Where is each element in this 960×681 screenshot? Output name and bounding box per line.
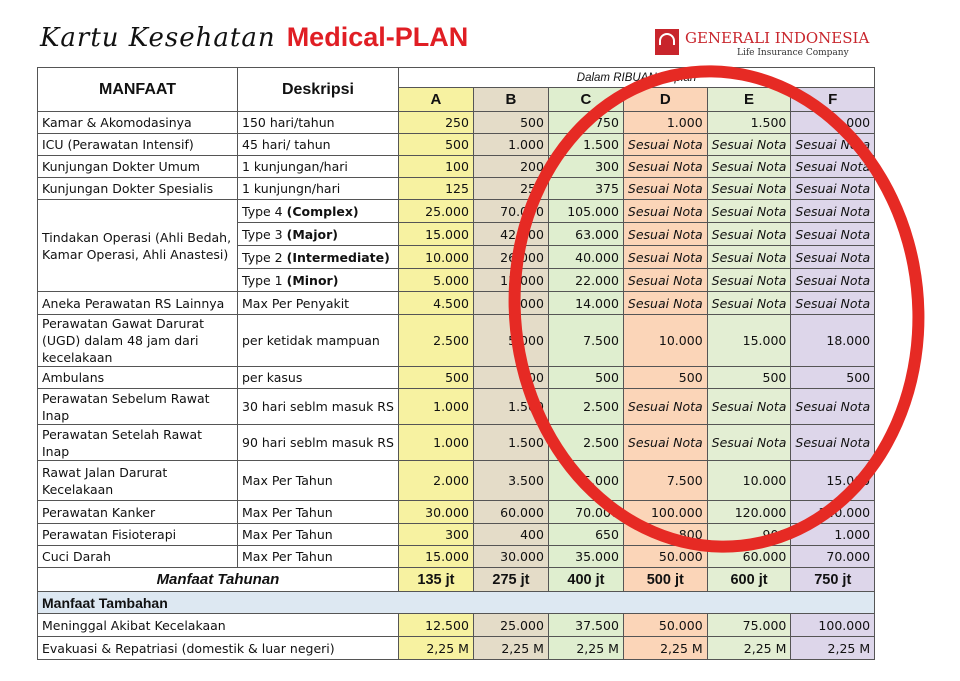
plan-value: 70.000	[548, 501, 623, 524]
plan-value: 500	[398, 367, 473, 389]
plan-value: Sesuai Nota	[623, 389, 707, 425]
plan-value: 9.000	[473, 292, 548, 315]
benefit-name: Perawatan Sebelum Rawat Inap	[38, 389, 238, 425]
plan-value: 15.000	[707, 315, 791, 367]
plan-value: 3.500	[473, 461, 548, 501]
benefit-desc: Max Per Penyakit	[238, 292, 399, 315]
plan-value: 300	[398, 524, 473, 546]
benefit-desc: 1 kunjungan/hari	[238, 156, 399, 178]
plan-value: Sesuai Nota	[791, 292, 875, 315]
surgery-type: Type 4	[242, 203, 287, 219]
table-row	[38, 461, 875, 501]
benefit-name: Cuci Darah	[38, 546, 238, 568]
benefit-name: Rawat Jalan Darurat Kecelakaan	[38, 461, 238, 501]
plan-value: Sesuai Nota	[707, 389, 791, 425]
table-row	[38, 178, 875, 200]
plan-value: 50.000	[623, 546, 707, 568]
plan-value: 1.000	[398, 389, 473, 425]
benefit-desc: 1 kunjungn/hari	[238, 178, 399, 200]
plan-value: Sesuai Nota	[791, 246, 875, 269]
plan-value: 1.000	[473, 134, 548, 156]
plan-value: 10.000	[398, 246, 473, 269]
plan-value: 5.000	[473, 315, 548, 367]
plan-value: 1.500	[473, 389, 548, 425]
benefit-desc: 150 hari/tahun	[238, 112, 399, 134]
plan-value: 75.000	[707, 614, 791, 637]
plan-value: Sesuai Nota	[707, 134, 791, 156]
table-row	[38, 524, 875, 546]
plan-value: 25.000	[473, 614, 548, 637]
plan-value: 100.000	[623, 501, 707, 524]
plan-value: 37.500	[548, 614, 623, 637]
benefit-desc	[238, 246, 399, 269]
annual-benefit-value: 750 jt	[791, 568, 875, 592]
plan-value: 1.000	[398, 425, 473, 461]
plan-value: 500	[623, 367, 707, 389]
benefit-name: Meninggal Akibat Kecelakaan	[38, 614, 399, 637]
plan-value: 25.000	[398, 200, 473, 223]
plan-value: 100.000	[791, 614, 875, 637]
title-product: Medical-PLAN	[286, 22, 469, 52]
plan-value: 10.000	[623, 315, 707, 367]
plan-value: 70.000	[473, 200, 548, 223]
logo-name: GENERALI INDONESIA	[685, 29, 870, 47]
table-row	[38, 367, 875, 389]
plan-value: 26.000	[473, 246, 548, 269]
benefit-desc: 90 hari seblm masuk RS	[238, 425, 399, 461]
table-row	[38, 292, 875, 315]
benefit-desc: per kasus	[238, 367, 399, 389]
plan-value: 2.500	[548, 389, 623, 425]
plan-value: Sesuai Nota	[707, 269, 791, 292]
surgery-type: Type 1	[242, 272, 287, 288]
plan-value: 2.000	[791, 112, 875, 134]
plan-value: 70.000	[791, 546, 875, 568]
surgery-level: (Major)	[286, 226, 338, 242]
plan-value: Sesuai Nota	[623, 425, 707, 461]
plan-value: 400	[473, 524, 548, 546]
surgery-type: Type 3	[242, 226, 287, 242]
table-row	[38, 568, 875, 592]
plan-value: 250	[398, 112, 473, 134]
annual-benefit-value: 400 jt	[548, 568, 623, 592]
plan-value: 1.000	[791, 524, 875, 546]
header-plan-e: E	[707, 88, 791, 112]
plan-value: Sesuai Nota	[791, 389, 875, 425]
plan-value: Sesuai Nota	[791, 178, 875, 200]
plan-value: 200	[473, 156, 548, 178]
table-row	[38, 637, 875, 660]
annual-benefit-value: 500 jt	[623, 568, 707, 592]
plan-value: 250	[473, 178, 548, 200]
table-row	[38, 501, 875, 524]
table-row	[38, 425, 875, 461]
plan-value: 2,25 M	[707, 637, 791, 660]
plan-value: 2.500	[548, 425, 623, 461]
plan-value: Sesuai Nota	[623, 292, 707, 315]
plan-value: 125	[398, 178, 473, 200]
plan-value: Sesuai Nota	[707, 200, 791, 223]
plan-value: 100	[398, 156, 473, 178]
table-row	[38, 592, 875, 614]
plan-value: Sesuai Nota	[791, 223, 875, 246]
benefit-table	[37, 67, 875, 660]
plan-value: 500	[473, 367, 548, 389]
table-row	[38, 389, 875, 425]
plan-value: 60.000	[707, 546, 791, 568]
plan-value: 750	[548, 112, 623, 134]
plan-value: Sesuai Nota	[623, 246, 707, 269]
plan-value: Sesuai Nota	[791, 156, 875, 178]
benefit-name: Perawatan Setelah Rawat Inap	[38, 425, 238, 461]
plan-value: 18.000	[791, 315, 875, 367]
plan-value: Sesuai Nota	[791, 425, 875, 461]
benefit-desc: Max Per Tahun	[238, 501, 399, 524]
plan-value: 500	[398, 134, 473, 156]
header-unit-note: Dalam RIBUAN Rupiah	[398, 68, 874, 88]
plan-value: 2.500	[398, 315, 473, 367]
plan-value: Sesuai Nota	[623, 178, 707, 200]
plan-value: 7.500	[548, 315, 623, 367]
plan-value: 12.500	[398, 614, 473, 637]
benefit-desc: Max Per Tahun	[238, 546, 399, 568]
benefit-desc	[238, 223, 399, 246]
table-row	[38, 134, 875, 156]
plan-value: Sesuai Nota	[707, 156, 791, 178]
plan-value: 30.000	[398, 501, 473, 524]
benefit-name: Tindakan Operasi (Ahli Bedah, Kamar Operasi, Ahli Anastesi)	[38, 200, 238, 292]
benefit-name: Kunjungan Dokter Spesialis	[38, 178, 238, 200]
header-plan-c: C	[548, 88, 623, 112]
plan-value: 500	[548, 367, 623, 389]
plan-value: 500	[707, 367, 791, 389]
plan-value: 500	[473, 112, 548, 134]
plan-value: Sesuai Nota	[623, 134, 707, 156]
benefit-name: Ambulans	[38, 367, 238, 389]
plan-value: 1.000	[623, 112, 707, 134]
table-row	[38, 156, 875, 178]
plan-value: Sesuai Nota	[623, 200, 707, 223]
plan-value: Sesuai Nota	[791, 269, 875, 292]
plan-value: 30.000	[473, 546, 548, 568]
plan-value: Sesuai Nota	[623, 156, 707, 178]
benefit-name: ICU (Perawatan Intensif)	[38, 134, 238, 156]
plan-value: 15.000	[791, 461, 875, 501]
plan-value: 2,25 M	[398, 637, 473, 660]
benefit-desc: per ketidak mampuan	[238, 315, 399, 367]
table-row	[38, 315, 875, 367]
plan-value: 40.000	[548, 246, 623, 269]
header-plan-f: F	[791, 88, 875, 112]
surgery-level: (Intermediate)	[286, 249, 390, 265]
plan-value: 15.000	[473, 269, 548, 292]
benefit-name: Perawatan Gawat Darurat (UGD) dalam 48 jam dari kecelakaan	[38, 315, 238, 367]
header-plan-d: D	[623, 88, 707, 112]
plan-value: 15.000	[398, 223, 473, 246]
plan-value: Sesuai Nota	[791, 134, 875, 156]
plan-value: Sesuai Nota	[707, 425, 791, 461]
plan-value: 1.500	[707, 112, 791, 134]
annual-benefit-label: Manfaat Tahunan	[38, 568, 399, 592]
plan-value: 2,25 M	[473, 637, 548, 660]
plan-value: 900	[707, 524, 791, 546]
table-row	[38, 112, 875, 134]
header-plan-b: B	[473, 88, 548, 112]
benefit-name: Kamar & Akomodasinya	[38, 112, 238, 134]
annual-benefit-value: 600 jt	[707, 568, 791, 592]
annual-benefit-value: 135 jt	[398, 568, 473, 592]
benefit-name: Perawatan Fisioterapi	[38, 524, 238, 546]
plan-value: Sesuai Nota	[707, 292, 791, 315]
plan-value: 4.500	[398, 292, 473, 315]
benefit-name: Aneka Perawatan RS Lainnya	[38, 292, 238, 315]
plan-value: 7.500	[623, 461, 707, 501]
page-title	[40, 22, 468, 62]
plan-value: 500	[791, 367, 875, 389]
plan-value: Sesuai Nota	[707, 178, 791, 200]
annual-benefit-value: 275 jt	[473, 568, 548, 592]
plan-value: 35.000	[548, 546, 623, 568]
benefit-name: Kunjungan Dokter Umum	[38, 156, 238, 178]
surgery-type: Type 2	[242, 249, 287, 265]
plan-value: 50.000	[623, 614, 707, 637]
benefit-desc: 30 hari seblm masuk RS	[238, 389, 399, 425]
plan-value: 800	[623, 524, 707, 546]
plan-value: 5.000	[548, 461, 623, 501]
plan-value: 1.500	[473, 425, 548, 461]
header-manfaat: MANFAAT	[38, 68, 238, 112]
plan-value: Sesuai Nota	[623, 223, 707, 246]
table-row	[38, 200, 875, 223]
lion-emblem-icon	[655, 29, 679, 55]
plan-value: 300	[548, 156, 623, 178]
header-plan-a: A	[398, 88, 473, 112]
plan-value: 15.000	[398, 546, 473, 568]
plan-value: Sesuai Nota	[791, 200, 875, 223]
plan-value: Sesuai Nota	[623, 269, 707, 292]
benefit-desc: Max Per Tahun	[238, 524, 399, 546]
plan-value: 60.000	[473, 501, 548, 524]
plan-value: 63.000	[548, 223, 623, 246]
table-row	[38, 614, 875, 637]
benefit-desc	[238, 200, 399, 223]
plan-value: Sesuai Nota	[707, 223, 791, 246]
title-handwritten: Kartu Kesehatan	[40, 23, 276, 53]
plan-value: 5.000	[398, 269, 473, 292]
benefit-desc: Max Per Tahun	[238, 461, 399, 501]
surgery-level: (Minor)	[286, 272, 339, 288]
plan-value: Sesuai Nota	[707, 246, 791, 269]
generali-logo	[655, 27, 870, 61]
plan-value: 2,25 M	[623, 637, 707, 660]
plan-value: 105.000	[548, 200, 623, 223]
plan-value: 650	[548, 524, 623, 546]
benefit-desc	[238, 269, 399, 292]
benefit-name: Perawatan Kanker	[38, 501, 238, 524]
plan-value: 375	[548, 178, 623, 200]
plan-value: 1.500	[548, 134, 623, 156]
additional-benefit-heading: Manfaat Tambahan	[38, 592, 875, 614]
plan-value: 140.000	[791, 501, 875, 524]
logo-subtitle: Life Insurance Company	[737, 48, 849, 58]
plan-value: 10.000	[707, 461, 791, 501]
plan-value: 42.000	[473, 223, 548, 246]
plan-value: 14.000	[548, 292, 623, 315]
plan-value: 2.000	[398, 461, 473, 501]
benefit-name: Evakuasi & Repatriasi (domestik & luar negeri)	[38, 637, 399, 660]
plan-value: 22.000	[548, 269, 623, 292]
surgery-level: (Complex)	[286, 203, 359, 219]
plan-value: 120.000	[707, 501, 791, 524]
header-deskripsi: Deskripsi	[238, 68, 399, 112]
plan-value: 2,25 M	[791, 637, 875, 660]
plan-value: 2,25 M	[548, 637, 623, 660]
table-row	[38, 546, 875, 568]
benefit-desc: 45 hari/ tahun	[238, 134, 399, 156]
